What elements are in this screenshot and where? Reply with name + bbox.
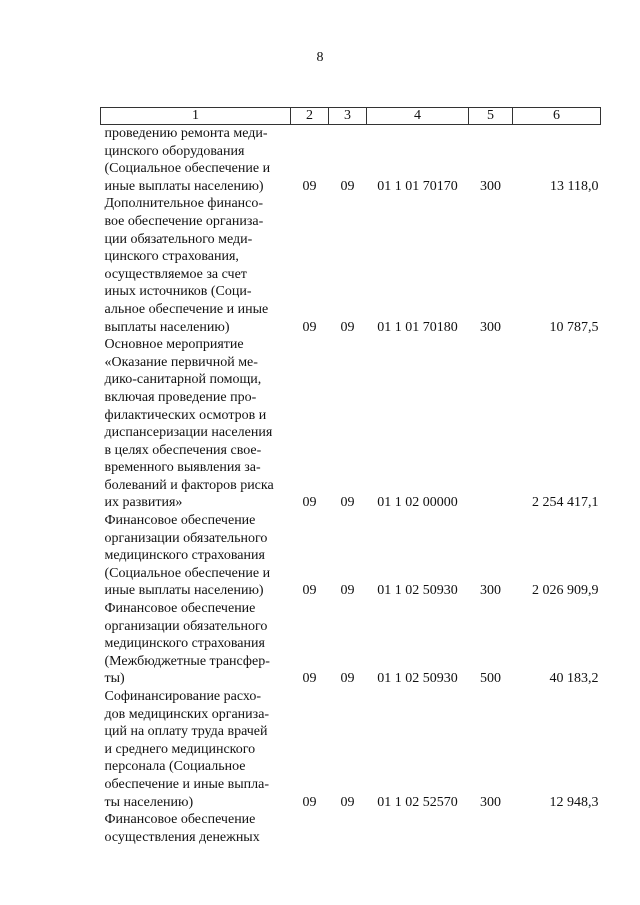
row-section-code: 09: [302, 178, 317, 194]
row-amount: 12 948,3: [549, 794, 599, 810]
row-name-line: в целях обеспечения свое-: [104, 442, 262, 458]
row-expense-type: [469, 336, 513, 512]
row-name-line: (Межбюджетные трансфер-: [104, 653, 270, 669]
row-name-line: «Оказание первичной ме-: [104, 354, 258, 370]
budget-table: [100, 107, 601, 846]
row-name-line: ции обязательного меди-: [104, 231, 253, 247]
row-name-line: Софинансирование расхо-: [104, 689, 262, 704]
row-name-line: и среднего медицинского: [104, 741, 256, 757]
row-name-line: иные выплаты населению): [104, 583, 264, 599]
row-name-line: цинского страхования,: [104, 249, 239, 265]
row-name-line: альное обеспечение и иные: [104, 301, 269, 317]
row-name-line: медицинского страхования: [104, 636, 265, 652]
row-subsection-code: 09: [340, 495, 355, 511]
table-row: [101, 811, 601, 846]
row-section-code: 09: [302, 319, 317, 335]
row-section-code: 09: [302, 495, 317, 511]
table-row: [101, 336, 601, 512]
column-header-1: 1: [101, 108, 291, 125]
row-target-article: 01 1 01 70180: [377, 319, 458, 335]
table-row: [101, 195, 601, 336]
row-target-article: 01 1 02 50930: [377, 583, 458, 599]
row-target-article: 01 1 02 50930: [377, 671, 458, 687]
row-amount: [513, 811, 601, 846]
column-header-5: 5: [469, 108, 513, 125]
column-header-4: 4: [367, 108, 469, 125]
row-name-line: медицинского страхования: [104, 548, 265, 564]
row-section-code: 09: [302, 583, 317, 599]
row-subsection-code: 09: [340, 794, 355, 810]
row-name: [101, 600, 291, 688]
page-number: 8: [316, 50, 324, 65]
row-name-line: временного выявления за-: [104, 460, 261, 476]
table-row: [101, 512, 601, 600]
row-section-code: 09: [302, 794, 317, 810]
row-subsection-code: 09: [340, 178, 355, 194]
row-name: [101, 336, 291, 512]
row-expense-type: 300: [480, 178, 501, 194]
row-amount: 10 787,5: [549, 319, 599, 335]
row-name-line: осуществляемое за счет: [104, 266, 247, 282]
row-name-line: дико-санитарной помощи,: [104, 372, 262, 388]
row-name-line: диспансеризации населения: [104, 425, 273, 441]
row-name-line: Финансовое обеспечение: [104, 812, 256, 828]
row-name-line: ций на оплату труда врачей: [104, 724, 268, 740]
row-name: [101, 125, 291, 196]
row-target-article: [367, 811, 469, 846]
row-expense-type: [469, 811, 513, 846]
row-name-line: включая проведение про-: [104, 389, 257, 405]
column-header-2: 2: [291, 108, 329, 125]
row-section-code: [291, 811, 329, 846]
row-name-line: Финансовое обеспечение: [104, 601, 256, 617]
row-name-line: болеваний и факторов риска: [104, 477, 274, 493]
row-amount: 2 254 417,1: [532, 495, 599, 511]
table-row: [101, 600, 601, 688]
row-name-line: Дополнительное финансо-: [104, 196, 264, 212]
row-name-line: проведению ремонта меди-: [104, 126, 268, 141]
row-name-line: дов медицинских организа-: [104, 706, 270, 722]
row-section-code: 09: [302, 671, 317, 687]
row-name-line: персонала (Социальное: [104, 759, 246, 775]
row-expense-type: 300: [480, 319, 501, 335]
row-name-line: обеспечение и иные выпла-: [104, 776, 269, 792]
row-expense-type: 300: [480, 794, 501, 810]
row-subsection-code: 09: [340, 319, 355, 335]
row-name-line: ты): [104, 671, 125, 687]
row-target-article: 01 1 02 00000: [377, 495, 458, 511]
table-header-row: [101, 108, 601, 125]
row-name-line: иных источников (Соци-: [104, 284, 252, 300]
row-name-line: вое обеспечение организа-: [104, 213, 264, 229]
row-expense-type: 500: [480, 671, 501, 687]
row-target-article: 01 1 02 52570: [377, 794, 458, 810]
row-name-line: их развития»: [104, 495, 183, 511]
row-name-line: цинского оборудования: [104, 143, 245, 159]
row-name: [101, 195, 291, 336]
table-row: [101, 688, 601, 811]
row-name: [101, 688, 291, 811]
column-header-6: 6: [513, 108, 601, 125]
row-name-line: организации обязательного: [104, 530, 268, 546]
row-amount: 2 026 909,9: [532, 583, 599, 599]
row-subsection-code: 09: [340, 671, 355, 687]
row-name-line: осуществления денежных: [104, 829, 260, 845]
row-name: [101, 512, 291, 600]
row-name-line: иные выплаты населению): [104, 178, 264, 194]
row-name-line: (Социальное обеспечение и: [104, 565, 271, 581]
row-target-article: 01 1 01 70170: [377, 178, 458, 194]
row-name-line: выплаты населению): [104, 319, 230, 335]
row-amount: 13 118,0: [550, 178, 599, 194]
table-row: [101, 125, 601, 196]
row-name: [101, 811, 291, 846]
row-expense-type: 300: [480, 583, 501, 599]
row-subsection-code: 09: [340, 583, 355, 599]
row-name-line: ты населению): [104, 794, 194, 810]
row-name-line: Финансовое обеспечение: [104, 513, 256, 529]
row-subsection-code: [329, 811, 367, 846]
row-name-line: (Социальное обеспечение и: [104, 161, 271, 177]
column-header-3: 3: [329, 108, 367, 125]
row-name-line: филактических осмотров и: [104, 407, 267, 423]
row-amount: 40 183,2: [549, 671, 599, 687]
row-name-line: организации обязательного: [104, 618, 268, 634]
table-body: [101, 125, 601, 847]
row-name-line: Основное мероприятие: [104, 337, 244, 353]
